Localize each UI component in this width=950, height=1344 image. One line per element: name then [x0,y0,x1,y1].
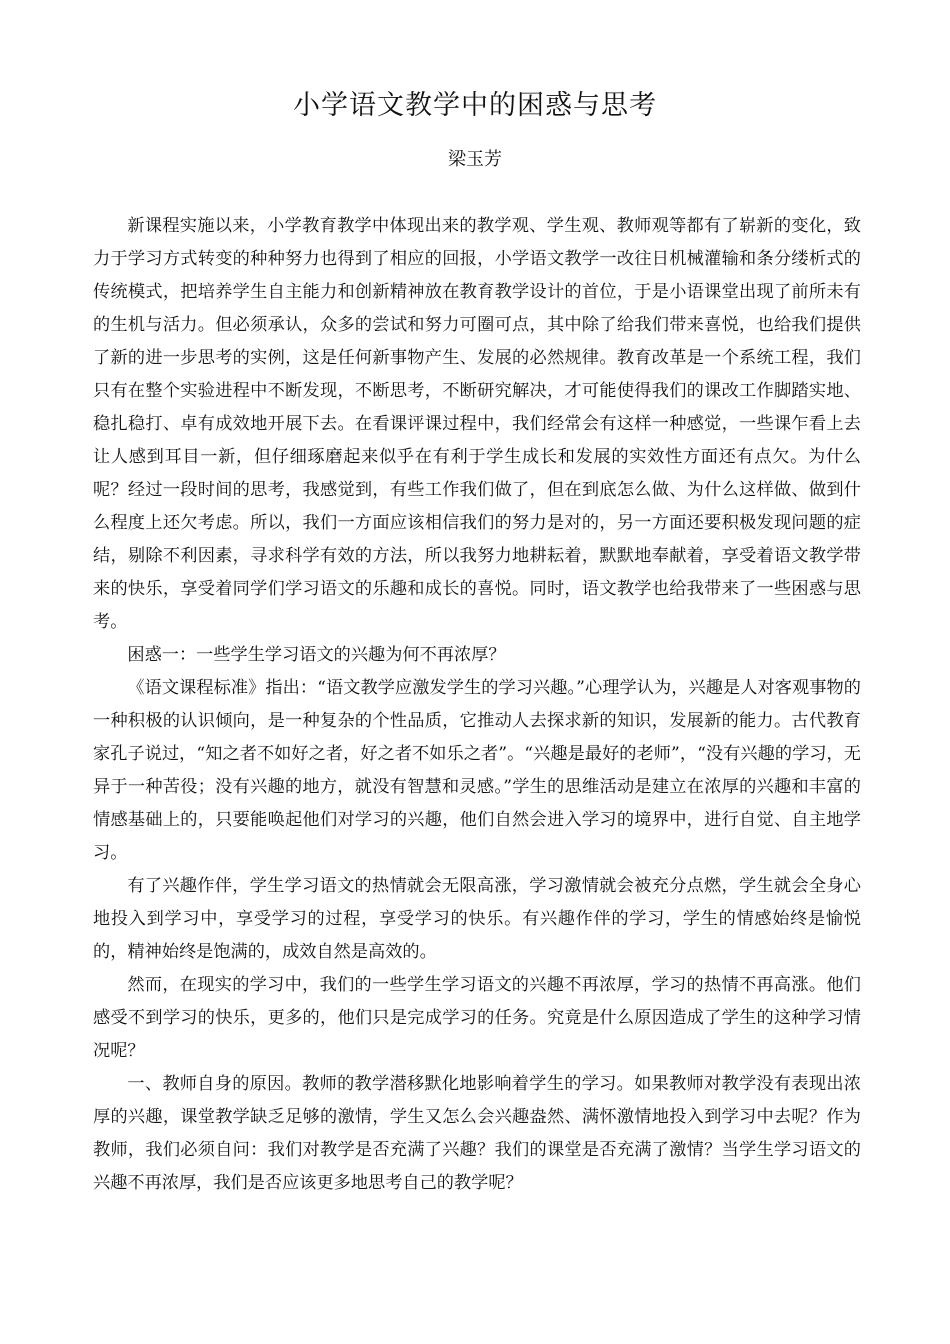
document-body [93,210,861,1200]
paragraph-curriculum-standard: 《语文课程标准》指出：“语文教学应激发学生的学习兴趣。”心理学认为，兴趣是人对客观事物的一种积极的认识倾向，是一种复杂的个性品质，它推动人去探求新的知识，发展新的能力。古代教育家孔子说过，“知之者不如好之者，好之者不如乐之者”。“兴趣是最好的老师”，“没有兴趣的学习，无异于一种苦役；没有兴趣的地方，就没有智慧和灵感。”学生的思维活动是建立在浓厚的兴趣和丰富的情感基础上的，只要能唤起他们对学习的兴趣，他们自然会进入学习的境界中，进行自觉、自主地学习。 [93,678,861,863]
document-title: 小学语文教学中的困惑与思考 [293,90,657,121]
paragraph-interest-companion: 有了兴趣作伴，学生学习语文的热情就会无限高涨，学习激情就会被充分点燃，学生就会全身心地投入到学习中，享受学习的过程，享受学习的快乐。有兴趣作伴的学习，学生的情感始终是愉悦的，精神始终是饱满的，成效自然是高效的。 [93,876,861,962]
paragraph-intro: 新课程实施以来，小学教育教学中体现出来的教学观、学生观、教师观等都有了崭新的变化，致力于学习方式转变的种种努力也得到了相应的回报，小学语文教学一改往日机械灌输和条分缕析式的传统模式，把培养学生自主能力和创新精神放在教育教学设计的首位，于是小语课堂出现了前所未有的生机与活力。但必须承认，众多的尝试和努力可圈可点，其中除了给我们带来喜悦，也给我们提供了新的进一步思考的实例，这是任何新事物产生、发展的必然规律。教育改革是一个系统工程，我们只有在整个实验进程中不断发现，不断思考，不断研究解决，才可能使得我们的课改工作脚踏实地、稳扎稳打、卓有成效地开展下去。在看课评课过程中，我们经常会有这样一种感觉，一些课乍看上去让人感到耳目一新，但仔细琢磨起来似乎在有利于学生成长和发展的实效性方面还有点欠。为什么呢？经过一段时间的思考，我感觉到，有些工作我们做了，但在到底怎么做、为什么这样做、做到什么程度上还欠考虑。所以，我们一方面应该相信我们的努力是对的，另一方面还要积极发现问题的症结，剔除不利因素，寻求科学有效的方法，所以我努力地耕耘着，默默地奉献着，享受着语文教学带来的快乐，享受着同学们学习语文的乐趣和成长的喜悦。同时，语文教学也给我带来了一些困惑与思考。 [93,216,861,632]
document-author: 梁玉芳 [448,149,502,170]
paragraph-confusion-one-heading: 困惑一：一些学生学习语文的兴趣为何不再浓厚？ [127,645,506,665]
paragraph-teacher-reason: 一、教师自身的原因。教师的教学潜移默化地影响着学生的学习。如果教师对教学没有表现出浓厚的兴趣，课堂教学缺乏足够的激情，学生又怎么会兴趣盎然、满怀激情地投入到学习中去呢？作为教师，我们必须自问：我们对教学是否充满了兴趣？我们的课堂是否充满了激情？当学生学习语文的兴趣不再浓厚，我们是否应该更多地思考自己的教学呢？ [93,1074,861,1193]
paragraph-reality: 然而，在现实的学习中，我们的一些学生学习语文的兴趣不再浓厚，学习的热情不再高涨。他们感受不到学习的快乐，更多的，他们只是完成学习的任务。究竟是什么原因造成了学生的这种学习情况呢？ [93,975,861,1061]
